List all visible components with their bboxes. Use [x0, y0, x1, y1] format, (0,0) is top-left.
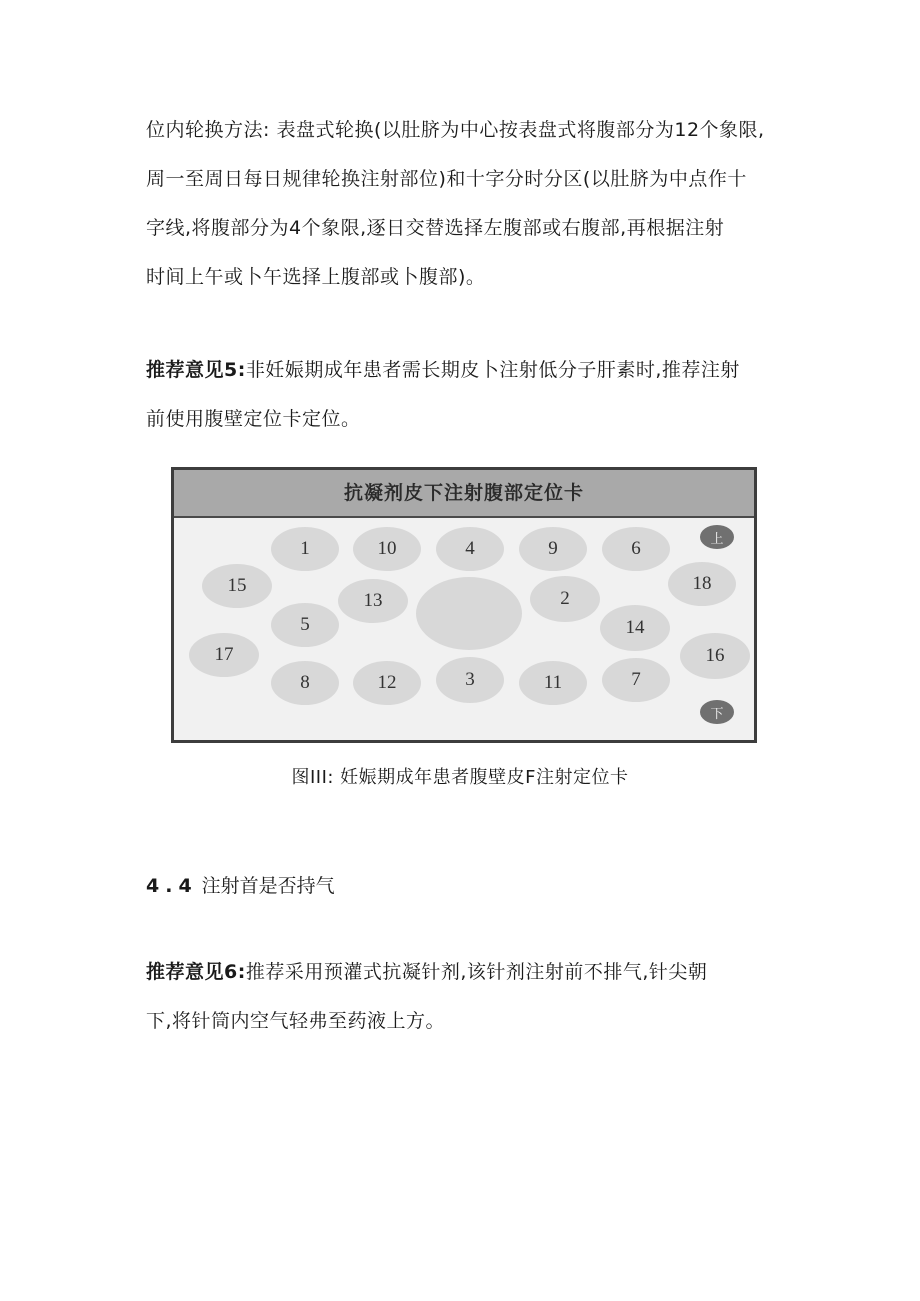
text-line	[146, 948, 786, 997]
injection-spot-11: 11	[519, 661, 587, 705]
paragraph-recommendation-6	[146, 948, 786, 1046]
navel-center-spot	[416, 577, 522, 650]
paragraph-rotation-method	[146, 106, 786, 302]
text-line: 位内轮换方法: 表盘式轮换(以肚脐为中心按表盘式将腹部分为12个象限,	[146, 119, 765, 141]
paragraph-recommendation-5	[146, 346, 786, 444]
injection-spot-14: 14	[600, 605, 670, 651]
text-line: 前使用腹壁定位卡定位。	[146, 408, 361, 430]
injection-spot-12: 12	[353, 661, 421, 705]
text-line	[146, 346, 786, 395]
injection-spot-18: 18	[668, 562, 736, 606]
text-line: 字线,将腹部分为4个象限,逐日交替选择左腹部或右腹部,再根据注射	[146, 217, 725, 239]
section-heading	[146, 866, 335, 906]
injection-spot-17: 17	[189, 633, 259, 677]
text-fragment: 非妊娠期成年患者需长期皮卜注射低分子肝素时,推荐注射	[245, 359, 740, 381]
text-line: 下,将针筒内空气轻弗至药液上方。	[146, 1010, 446, 1032]
text-line: 周一至周日每日规律轮换注射部位)和十字分时分区(以肚脐为中点作十	[146, 168, 747, 190]
section-number: 4.4	[146, 875, 198, 897]
injection-spot-8: 8	[271, 661, 339, 705]
injection-spot-9: 9	[519, 527, 587, 571]
figure-caption: 图III: 妊娠期成年患者腹壁皮F注射定位卡	[291, 767, 629, 788]
injection-spot-6: 6	[602, 527, 670, 571]
injection-spot-13: 13	[338, 579, 408, 623]
injection-spot-3: 3	[436, 657, 504, 703]
section-title: 注射首是否持气	[201, 875, 335, 897]
card-title: 抗凝剂皮下注射腹部定位卡	[174, 470, 754, 518]
injection-spot-4: 4	[436, 527, 504, 571]
abdominal-positioning-card	[171, 467, 757, 743]
injection-spot-2: 2	[530, 576, 600, 622]
recommendation-label: 推荐意见5:	[146, 359, 246, 381]
injection-spot-15: 15	[202, 564, 272, 608]
down-marker: 下	[700, 700, 734, 724]
text-line: 时间上午或卜午选择上腹部或卜腹部)。	[146, 266, 486, 288]
up-marker: 上	[700, 525, 734, 549]
injection-spot-5: 5	[271, 603, 339, 647]
injection-spot-1: 1	[271, 527, 339, 571]
injection-spot-7: 7	[602, 658, 670, 702]
injection-spot-16: 16	[680, 633, 750, 679]
recommendation-label: 推荐意见6:	[146, 961, 246, 983]
injection-spot-10: 10	[353, 527, 421, 571]
text-fragment: 推荐采用预灌式抗凝针剂,该针剂注射前不排气,针尖朝	[245, 961, 708, 983]
